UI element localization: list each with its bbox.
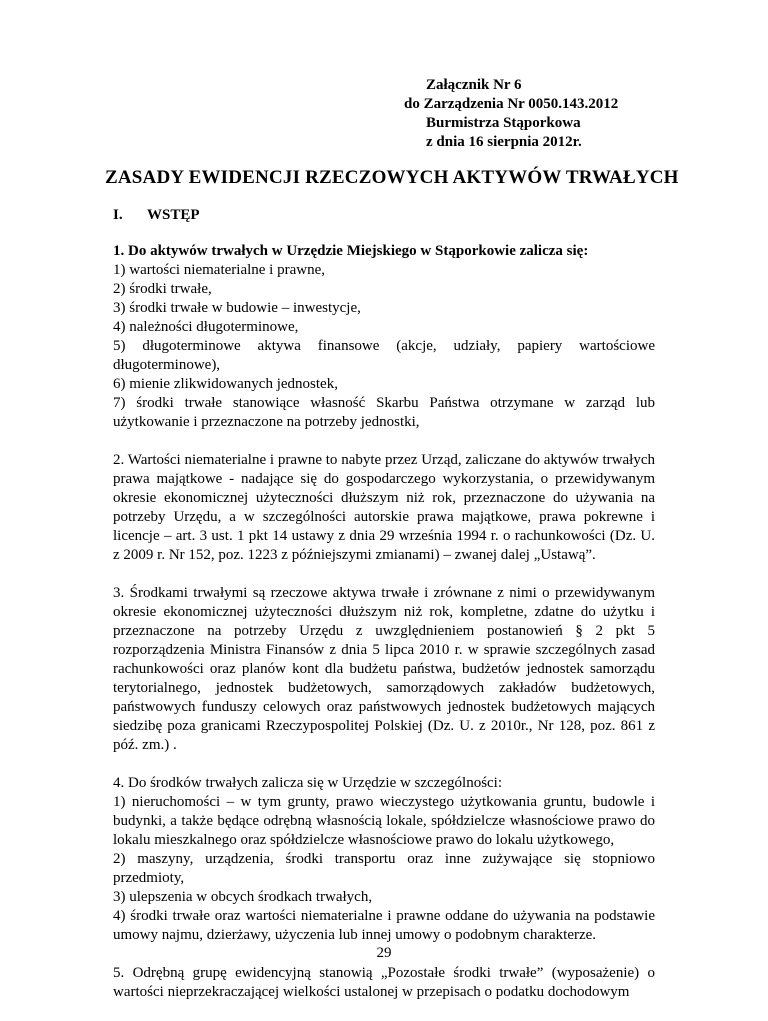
section-label: WSTĘP	[147, 207, 200, 223]
paragraph-5: 5. Odrębną grupę ewidencyjną stanowią „Pozostałe środki trwałe” (wyposażenie) o wartości nieprzekraczającej wielkości ustalonej w przepisach o podatku dochodowym	[113, 965, 655, 1000]
list-item: 1) wartości niematerialne i prawne,	[113, 262, 325, 278]
header-line: z dnia 16 sierpnia 2012r.	[426, 134, 582, 150]
header-line: Załącznik Nr 6	[426, 77, 522, 93]
paragraph-3: 3. Środkami trwałymi są rzeczowe aktywa trwałe i zrównane z nimi o przewidywanym okresie ekonomicznej użyteczności dłuższym niż rok, kompletne, zdatne do użytku i przeznaczone na potrzeby Urzędu z uwzględnieniem postanowień § 2 pkt 5 rozporządzenia Ministra Finansów z dnia 5 lipca 2010 r. w sprawie szczególnych zasad rachunkowości oraz planów kont dla budżetu państwa, budżetów jednostek samorządu terytorialnego, jednostek budżetowych, samorządowych zakładów budżetowych, państwowych funduszy celowych oraz państwowych jednostek budżetowych mających siedzibę poza granicami Rzeczypospolitej Polskiej (Dz. U. z 2010r., Nr 128, poz. 861 z póź. zm.) .	[113, 585, 655, 753]
list-item: 5) długoterminowe aktywa finansowe (akcje, udziały, papiery wartościowe długoterminowe),	[113, 338, 655, 373]
document-body	[113, 242, 655, 1021]
page-number: 29	[376, 945, 392, 961]
paragraph-1	[113, 242, 655, 432]
attachment-header	[404, 76, 704, 152]
paragraph-4	[113, 774, 655, 945]
list-item: 7) środki trwałe stanowiące własność Skarbu Państwa otrzymane w zarząd lub użytkowanie i przeznaczone na potrzeby jednostki,	[113, 395, 655, 430]
list-item: 3) ulepszenia w obcych środkach trwałych,	[113, 889, 373, 905]
document-title: ZASADY EWIDENCJI RZECZOWYCH AKTYWÓW TRWAŁYCH	[105, 167, 679, 188]
list-item: 4) należności długoterminowe,	[113, 319, 299, 335]
section-number: I.	[113, 207, 123, 223]
paragraph-heading: 1. Do aktywów trwałych w Urzędzie Miejskiego w Stąporkowie zalicza się:	[113, 243, 589, 259]
list-item: 4) środki trwałe oraz wartości niematerialne i prawne oddane do używania na podstawie umowy najmu, dzierżawy, użyczenia lub innej umowy o podobnym charakterze.	[113, 908, 655, 943]
list-item: 3) środki trwałe w budowie – inwestycje,	[113, 300, 361, 316]
list-item: 2) maszyny, urządzenia, środki transportu oraz inne zużywające się stopniowo przedmioty,	[113, 851, 655, 886]
section-heading	[113, 206, 200, 225]
list-item: 2) środki trwałe,	[113, 281, 212, 297]
list-item: 6) mienie zlikwidowanych jednostek,	[113, 376, 338, 392]
header-line: Burmistrza Stąporkowa	[426, 115, 581, 131]
list-item: 1) nieruchomości – w tym grunty, prawo wieczystego użytkowania gruntu, budowle i budynki, a także będące odrębną własnością lokale, spółdzielcze własnościowe prawo do lokalu mieszkalnego oraz spółdzielcze własnościowe prawo do lokalu użytkowego,	[113, 794, 655, 848]
header-line: do Zarządzenia Nr 0050.143.2012	[404, 96, 619, 112]
paragraph-heading: 4. Do środków trwałych zalicza się w Urzędzie w szczególności:	[113, 775, 503, 791]
paragraph-2: 2. Wartości niematerialne i prawne to nabyte przez Urząd, zaliczane do aktywów trwałych prawa majątkowe - nadające się do gospodarczego wykorzystania, o przewidywanym okresie ekonomicznej użyteczności dłuższym niż rok, przeznaczone do używania na potrzeby Urzędu, a w szczególności autorskie prawa majątkowe, prawa pokrewne i licencje – art. 3 ust. 1 pkt 14 ustawy z dnia 29 września 1994 r. o rachunkowości (Dz. U. z 2009 r. Nr 152, poz. 1223 z późniejszymi zmianami) – zwanej dalej „Ustawą”.	[113, 452, 655, 563]
